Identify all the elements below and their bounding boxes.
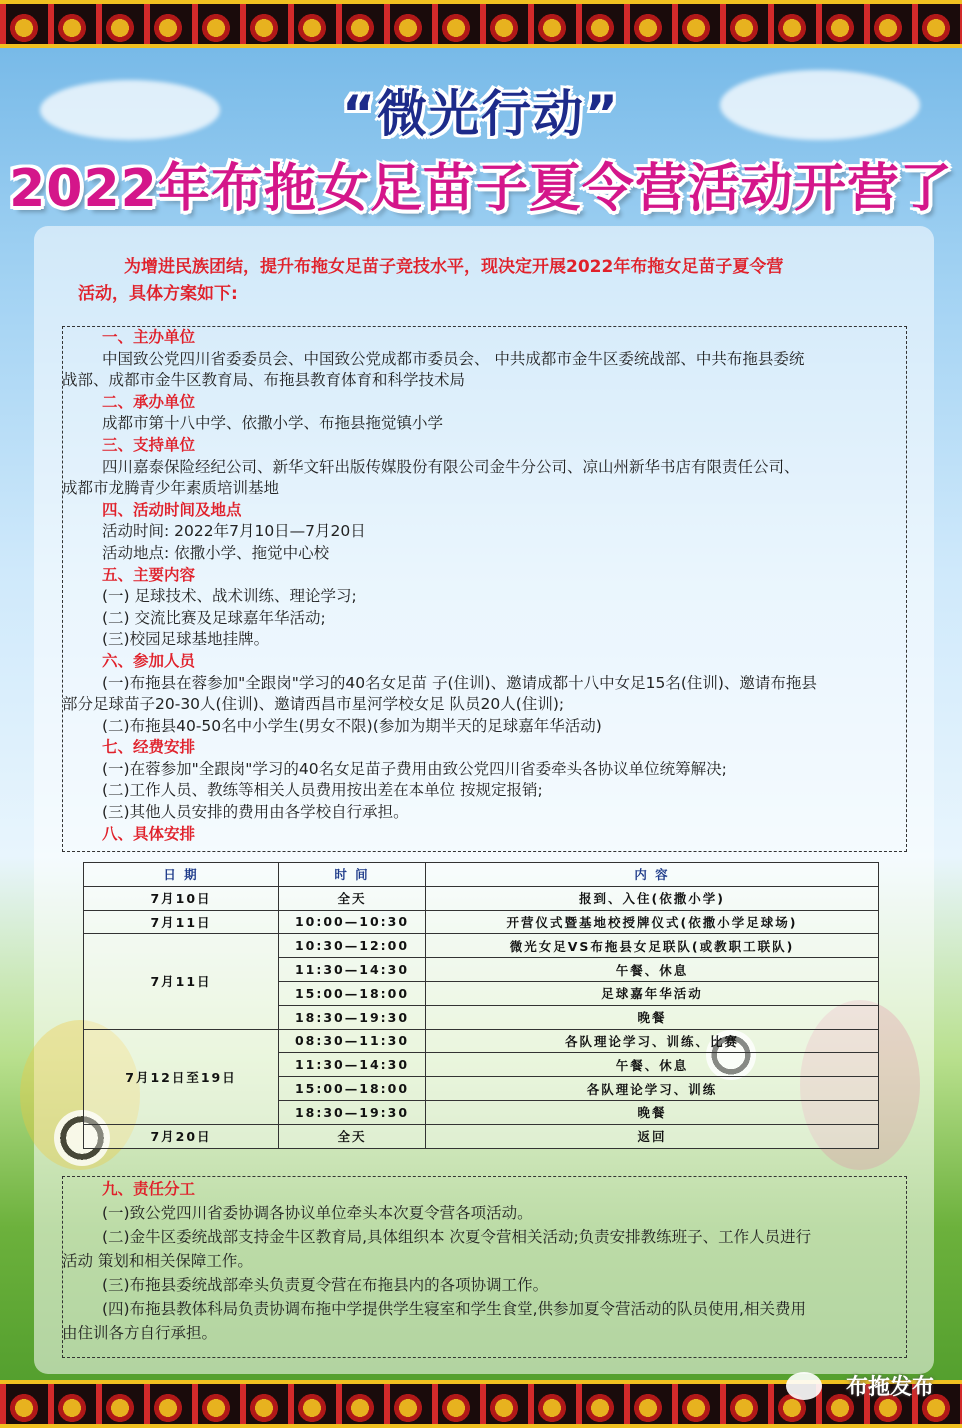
header-content: 内 容 (426, 863, 879, 887)
intro-line-1: 为增进民族团结，提升布拖女足苗子竞技水平，现决定开展2022年布拖女足苗子夏令营 (124, 257, 784, 277)
cell-time: 18:30—19:30 (279, 1005, 426, 1029)
table-row (84, 886, 879, 910)
cell-date: 7月20日 (84, 1124, 279, 1148)
cell-content: 晚餐 (426, 1005, 879, 1029)
section-5-line: (一) 足球技术、战术训练、理论学习; (102, 587, 357, 606)
intro-line-2: 活动，具体方案如下: (78, 284, 238, 304)
cell-content: 晚餐 (426, 1100, 879, 1124)
table-header-row (84, 863, 879, 887)
section-6-line: 部分足球苗子20-30人(住训)、邀请西昌市星河学校女足 队员20人(住训); (62, 695, 565, 714)
section-3-title: 三、支持单位 (102, 435, 196, 454)
table-row (84, 1029, 879, 1053)
cell-content: 报到、入住(依撒小学) (426, 886, 879, 910)
cell-time: 全天 (279, 886, 426, 910)
cell-time: 15:00—18:00 (279, 1077, 426, 1101)
section-8-title: 八、具体安排 (102, 824, 196, 843)
header-date: 日 期 (84, 863, 279, 887)
section-4-title: 四、活动时间及地点 (102, 500, 242, 519)
cell-content: 午餐、休息 (426, 1053, 879, 1077)
section-1-line: 中国致公党四川省委委员会、中国致公党成都市委员会、 中共成都市金牛区委统战部、中共布拖县委统 (102, 349, 805, 368)
section-9-line: (三)布拖县委统战部牵头负责夏令营在布拖县内的各项协调工作。 (102, 1276, 549, 1294)
cell-time: 10:30—12:00 (279, 934, 426, 958)
section-6-line: (一)布拖县在蓉参加"全跟岗"学习的40名女足苗 子(住训)、邀请成都十八中女足15名(住训)、邀请布拖县 (102, 673, 817, 692)
cell-content: 午餐、休息 (426, 958, 879, 982)
section-9-line: 由住训各方自行承担。 (62, 1324, 218, 1342)
sections-block (62, 327, 912, 845)
cell-time: 11:30—14:30 (279, 958, 426, 982)
section-4-line: 活动时间: 2022年7月10日—7月20日 (102, 522, 366, 541)
table-row (84, 910, 879, 934)
cell-time: 08:30—11:30 (279, 1029, 426, 1053)
section-5-title: 五、主要内容 (102, 565, 196, 584)
cell-date: 7月11日 (84, 934, 279, 1029)
section-9-line: (四)布拖县教体科局负责协调布拖中学提供学生寝室和学生食堂,供参加夏令营活动的队员使用,相关费用 (102, 1300, 806, 1318)
section-4-line: 活动地点: 依撒小学、拖觉中心校 (102, 543, 330, 562)
section-2-line: 成都市第十八中学、依撒小学、布拖县拖觉镇小学 (102, 414, 444, 433)
cell-time: 11:30—14:30 (279, 1053, 426, 1077)
section-1-line: 战部、成都市金牛区教育局、布拖县教育体育和科学技术局 (62, 371, 466, 390)
section-9-line: (一)致公党四川省委协调各协议单位牵头本次夏令营各项活动。 (102, 1204, 533, 1222)
section-3-line: 四川嘉泰保险经纪公司、新华文轩出版传媒股份有限公司金牛分公司、凉山州新华书店有限责任公司、 (102, 457, 800, 476)
cell-date: 7月10日 (84, 886, 279, 910)
cell-content: 开营仪式暨基地校授牌仪式(依撒小学足球场) (426, 910, 879, 934)
section-9-line: (二)金牛区委统战部支持金牛区教育局,具体组织本 次夏令营相关活动;负责安排教练班子、工作人员进行 (102, 1228, 812, 1246)
section-7-title: 七、经费安排 (102, 738, 196, 757)
cell-content: 各队理论学习、训练、比赛 (426, 1029, 879, 1053)
cell-time: 10:00—10:30 (279, 910, 426, 934)
cell-content: 各队理论学习、训练 (426, 1077, 879, 1101)
section-6-title: 六、参加人员 (102, 651, 196, 670)
cell-content: 返回 (426, 1124, 879, 1148)
header-time: 时 间 (279, 863, 426, 887)
intro-paragraph (78, 254, 940, 308)
section-9-title: 九、责任分工 (102, 1180, 196, 1198)
section-7-line: (一)在蓉参加"全跟岗"学习的40名女足苗子费用由致公党四川省委牵头各协议单位统筹解决; (102, 759, 727, 778)
wechat-icon (786, 1372, 822, 1400)
cell-content: 足球嘉年华活动 (426, 981, 879, 1005)
schedule-table (83, 862, 879, 1149)
section-3-line: 成都市龙腾青少年素质培训基地 (62, 479, 280, 498)
cell-date: 7月11日 (84, 910, 279, 934)
cell-date: 7月12日至19日 (84, 1029, 279, 1124)
cell-time: 18:30—19:30 (279, 1100, 426, 1124)
cell-time: 全天 (279, 1124, 426, 1148)
table-row (84, 1124, 879, 1148)
title-line-1: “微光行动” (342, 85, 620, 143)
section-5-line: (二) 交流比赛及足球嘉年华活动; (102, 608, 326, 627)
section-7-line: (三)其他人员安排的费用由各学校自行承担。 (102, 803, 409, 822)
section-9-line: 活动 策划和相关保障工作。 (62, 1252, 253, 1270)
watermark-text: 布拖发布 (845, 1375, 934, 1400)
table-row (84, 934, 879, 958)
title-line-2: 2022年布拖女足苗子夏令营活动开营了 (9, 159, 953, 219)
cell-content: 微光女足VS布拖县女足联队(或教职工联队) (426, 934, 879, 958)
decorative-border-top (0, 0, 962, 48)
section-1-title: 一、主办单位 (102, 328, 196, 346)
section-2-title: 二、承办单位 (102, 392, 196, 411)
section-6-line: (二)布拖县40-50名中小学生(男女不限)(参加为期半天的足球嘉年华活动) (102, 716, 602, 735)
section-7-line: (二)工作人员、教练等相关人员费用按出差在本单位 按规定报销; (102, 781, 543, 800)
responsibility-block (62, 1177, 912, 1345)
section-5-line: (三)校园足球基地挂牌。 (102, 630, 270, 649)
cell-time: 15:00—18:00 (279, 981, 426, 1005)
